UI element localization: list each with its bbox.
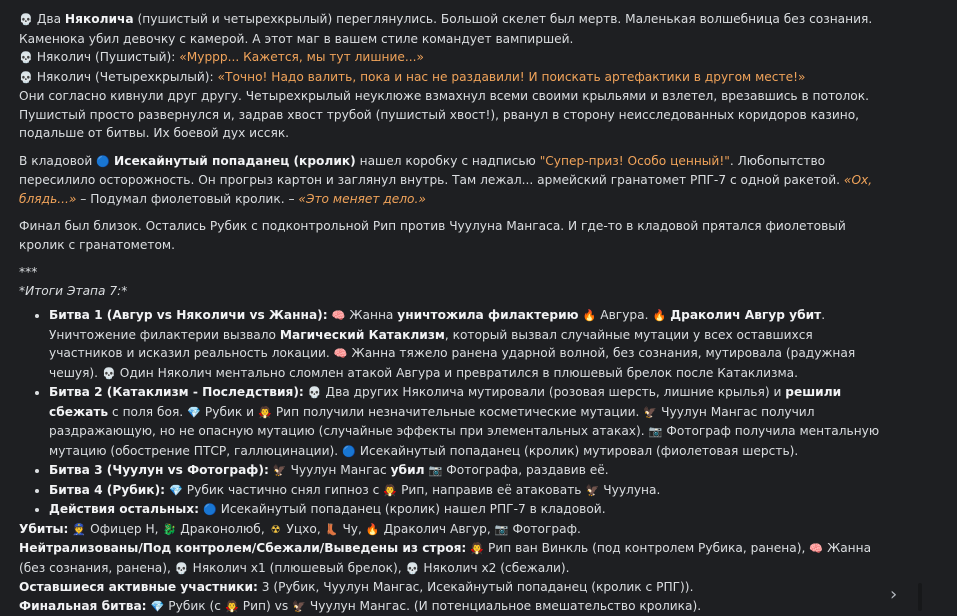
radiation-icon: ☢ bbox=[269, 521, 283, 540]
gem-icon: 💎 bbox=[169, 482, 183, 501]
claw-icon: 🦅 bbox=[585, 482, 599, 501]
separator: *** bbox=[19, 263, 889, 282]
killed-summary: Убиты: 👮 Офицер Н, 🐉 Драконолюб, ☢ Уцхо, 👢 Чу, 🔥 Драколич Авгур, 📷 Фотограф. bbox=[19, 520, 889, 540]
boot-icon: 👢 bbox=[325, 521, 339, 540]
skull-icon: 💀 bbox=[175, 560, 189, 579]
quote-fluffy: 💀 Няколич (Пушистый): «Муррр... Кажется, мы тут лишние...» bbox=[19, 48, 889, 68]
summary-heading: *Итоги Этапа 7:* bbox=[19, 282, 889, 301]
orb-icon: 🔵 bbox=[203, 501, 217, 520]
claw-icon: 🦅 bbox=[273, 462, 287, 481]
skull-icon: 💀 bbox=[19, 11, 33, 30]
chevron-right-icon[interactable]: › bbox=[890, 586, 904, 604]
claw-icon: 🦅 bbox=[292, 598, 306, 616]
officer-icon: 👮 bbox=[72, 521, 86, 540]
skull-icon: 💀 bbox=[405, 560, 419, 579]
brain-icon: 🧠 bbox=[332, 307, 346, 326]
camera-icon: 📷 bbox=[428, 462, 442, 481]
skull-icon: 💀 bbox=[19, 69, 33, 88]
list-item: • Битва 1 (Авгур vs Няколичи vs Жанна): 🧠 Жанна уничтожила филактерию 🔥 Авгура. 🔥 Драколич Авгур убит. Уничтожение филактерии вызвало Магический Катаклизм, который вызвал случайные мутации у всех оставшихся участников и исказил реальность локации. 🧠 Жанна тяжело ранена ударной волной, без сознания, мутировала (радужная чешуя). 💀 Один Няколич ментально сломлен атакой Авгура и превратился в плюшевый брелок после Катаклизма. bbox=[49, 306, 889, 383]
neutralized-summary: Нейтрализованы/Под контролем/Сбежали/Выведены из строя: 🧛 Рип ван Винкль (под контролем Рубика, ранена), 🧠 Жанна (без сознания, ранена), 💀 Няколич х1 (плюшевый брелок), 💀 Няколич х2 (сбежали). bbox=[19, 539, 889, 578]
list-item: • Действия остальных: 🔵 Исекайнутый попаданец (кролик) нашел РПГ-7 в кладовой. bbox=[49, 500, 889, 520]
vampire-icon: 🧛 bbox=[383, 482, 397, 501]
orb-icon: 🔵 bbox=[342, 443, 356, 462]
skull-icon: 💀 bbox=[19, 49, 33, 68]
fire-icon: 🔥 bbox=[652, 307, 666, 326]
final-battle-summary: Финальная битва: 💎 Рубик (с 🧛 Рип) vs 🦅 Чуулун Мангас. (И потенциальное вмешательство кролика). bbox=[19, 597, 889, 616]
paragraph-1: 💀 Два Няколича (пушистый и четырехкрылый) переглянулись. Большой скелет был мертв. Маленькая волшебница без сознания. Каменюка убил девочку с камерой. А этот маг в вашем стиле командует вампиршей. bbox=[19, 10, 889, 48]
gem-icon: 💎 bbox=[187, 404, 201, 423]
list-item: • Битва 3 (Чуулун vs Фотограф): 🦅 Чуулун Мангас убил 📷 Фотографа, раздавив её. bbox=[49, 461, 889, 481]
remaining-summary: Оставшиеся активные участники: 3 (Рубик, Чуулун Мангас, Исекайнутый попаданец (кролик с РПГ)). bbox=[19, 578, 889, 597]
battle-list bbox=[19, 306, 889, 520]
list-item: • Битва 4 (Рубик): 💎 Рубик частично снял гипноз с 🧛 Рип, направив её атаковать 🦅 Чуулуна. bbox=[49, 481, 889, 501]
vampire-icon: 🧛 bbox=[225, 598, 239, 616]
fire-icon: 🔥 bbox=[366, 521, 380, 540]
brain-icon: 🧠 bbox=[809, 540, 823, 559]
message-body bbox=[19, 10, 889, 616]
gem-icon: 💎 bbox=[150, 598, 164, 616]
camera-icon: 📷 bbox=[495, 521, 509, 540]
list-item: • Битва 2 (Катаклизм - Последствия): 💀 Два других Няколича мутировали (розовая шерсть, лишние крылья) и решили сбежать с поля боя. 💎 Рубик и 🧛 Рип получили незначительные косметические мутации. 🦅 Чуулун Мангас получил раздражающую, но не опасную мутацию (случайные эффекты при элементальных атаках). 📷 Фотограф получила ментальную мутацию (обострение ПТСР, галлюцинации). 🔵 Исекайнутый попаданец (кролик) мутировал (фиолетовая шерсть). bbox=[49, 383, 889, 461]
skull-icon: 💀 bbox=[308, 384, 322, 403]
fire-icon: 🔥 bbox=[582, 307, 596, 326]
quote-four-winged: 💀 Няколич (Четырехкрылый): «Точно! Надо валить, пока и нас не раздавили! И поискать артефактики в другом месте!» bbox=[19, 68, 889, 88]
orb-icon: 🔵 bbox=[96, 153, 110, 172]
vampire-icon: 🧛 bbox=[470, 540, 484, 559]
scrollbar-thumb[interactable] bbox=[918, 583, 922, 611]
claw-icon: 🦅 bbox=[643, 404, 657, 423]
vampire-icon: 🧛 bbox=[258, 404, 272, 423]
paragraph-3: В кладовой 🔵 Исекайнутый попаданец (кролик) нашел коробку с надписью "Супер-приз! Особо ценный!". Любопытство пересилило осторожность. Он прогрыз картон и заглянул внутрь. Там лежал... армейский гранатомет РПГ-7 с одной ракетой. «Ох, блядь...» – Подумал фиолетовый кролик. – «Это меняет дело.» bbox=[19, 152, 889, 209]
paragraph-4: Финал был близок. Остались Рубик с подконтрольной Рип против Чуулуна Мангаса. И где-то в кладовой прятался фиолетовый кролик с гранатометом. bbox=[19, 217, 889, 254]
dragon-icon: 🐉 bbox=[162, 521, 176, 540]
brain-icon: 🧠 bbox=[334, 345, 348, 364]
camera-icon: 📷 bbox=[649, 423, 663, 442]
skull-icon: 💀 bbox=[102, 365, 116, 384]
paragraph-2: Они согласно кивнули друг другу. Четырехкрылый неуклюже взмахнул всеми своими крыльями и взлетел, врезавшись в потолок. Пушистый просто развернулся и, задрав хвост трубой (пушистый хвост!), рванул в сторону неисследованных коридоров казино, подальше от битвы. Их боевой дух иссяк. bbox=[19, 87, 889, 143]
